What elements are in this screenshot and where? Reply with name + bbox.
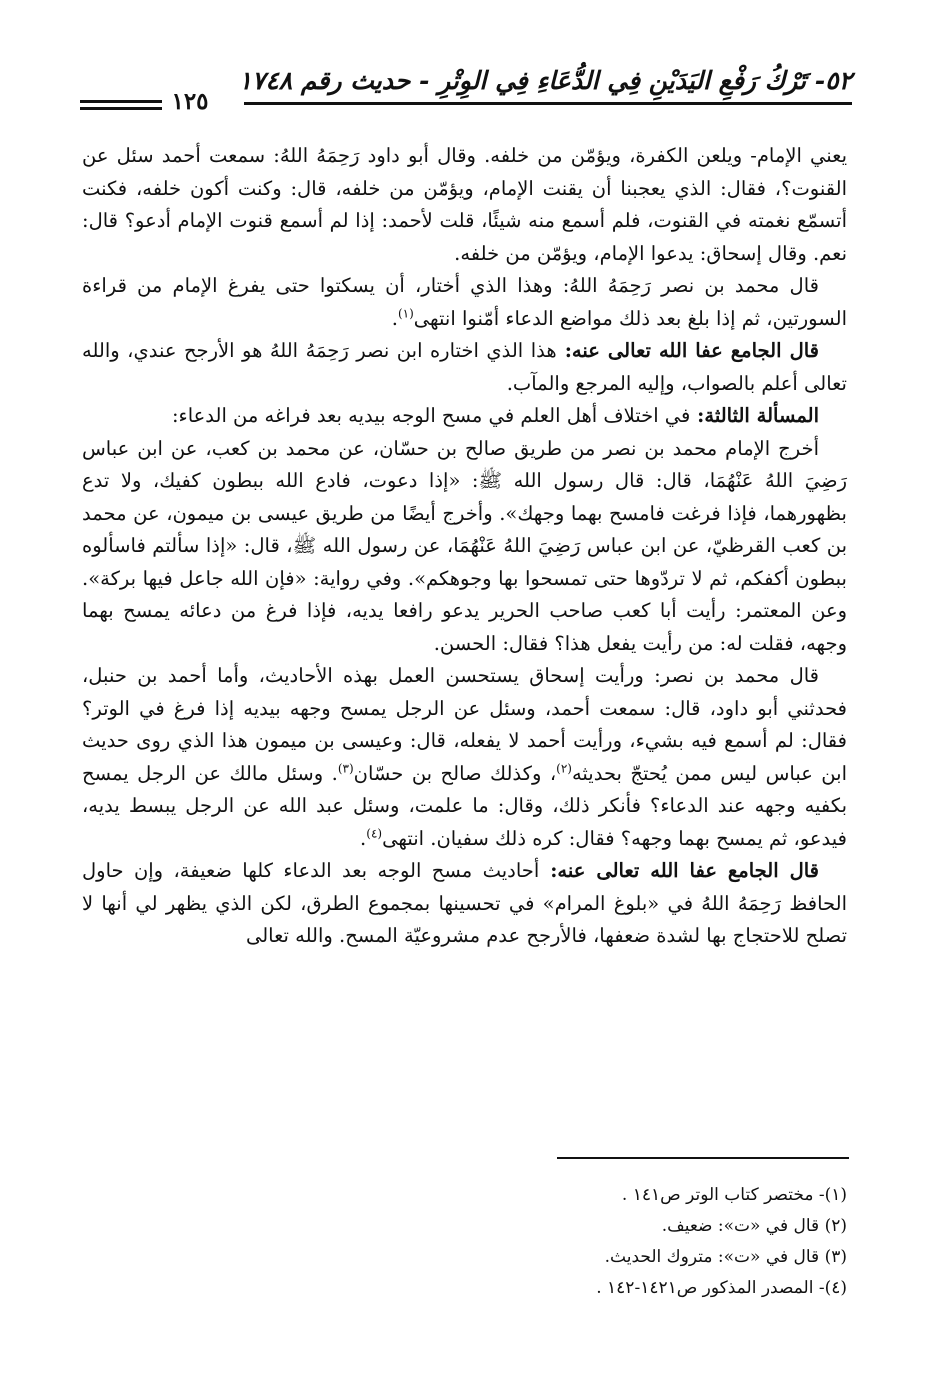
main-text	[82, 140, 847, 953]
paragraph	[82, 855, 847, 953]
paragraph-text: أخرج الإمام محمد بن نصر من طريق صالح بن حسّان، عن محمد بن كعب، عن ابن عباس رَضِيَ اللهُ عَنْهُمَا، قال: قال رسول الله ﷺ: «إذا دعوت، فادع الله ببطون كفيك، ولا تدع بظهورهما، فإذا فرغت فامسح بهما وجهك». وأخرج أيضًا من طريق عيسى بن ميمون، عن محمد بن كعب القرظيّ، عن ابن عباس رَضِيَ اللهُ عَنْهُمَا، عن رسول الله ﷺ، قال: «إذا سألتم فاسألوه ببطون أكفكم، ثم لا تردّوها حتى تمسحوا بها وجوهكم». وفي رواية: «فإن الله جاعل فيها بركة». وعن المعتمر: رأيت أبا كعب صاحب الحرير يدعو رافعا يديه، فإذا فرغ من دعائه يمسح بهما وجهه، فقلت له: من رأيت يفعل هذا؟ فقال: الحسن.	[82, 436, 847, 655]
paragraph	[82, 660, 847, 855]
paragraph-text: .	[391, 306, 398, 330]
paragraph-text: .	[360, 826, 367, 850]
bold-heading: قال الجامع عفا الله تعالى عنه:	[539, 859, 820, 882]
page-header	[80, 66, 852, 122]
paragraph-text: قال محمد بن نصر: ورأيت إسحاق يستحسن العمل بهذه الأحاديث، وأما أحمد بن حنبل، فحدثني أبو داود، قال: سمعت أحمد، وسئل عن الرجل يمسح وجهه بيديه إذا فرغ في الوتر؟ فقال: لم أسمع فيه بشيء، ورأيت أحمد لا يفعله، قال: وعيسى بن ميمون هذا الذي روى حديث ابن عباس ليس ممن يُحتجّ بحديثه	[82, 664, 847, 785]
bold-heading: قال الجامع عفا الله تعالى عنه:	[556, 339, 819, 362]
footnotes	[82, 1180, 847, 1304]
header-rule	[244, 102, 852, 105]
footnote-reference: (٤)	[366, 826, 383, 840]
paragraph-text: هذا الذي اختاره ابن نصر رَحِمَهُ اللهُ هو الأرجح عندي، والله تعالى أعلم بالصواب، وإليه المرجع والمآب.	[82, 339, 847, 395]
footnote: (١)- مختصر كتاب الوتر ص١٤١ .	[621, 1185, 847, 1205]
paragraph-text: قال محمد بن نصر رَحِمَهُ اللهُ: وهذا الذي أختار، أن يسكتوا حتى يفرغ الإمام من قراءة السورتين، ثم إذا بلغ بعد ذلك مواضع الدعاء أمّنوا انتهى	[82, 274, 847, 330]
footnote-reference: (٣)	[337, 761, 354, 775]
header-double-rule-left	[80, 100, 162, 110]
bold-heading: المسألة الثالثة:	[690, 404, 819, 427]
footnote-reference: (١)	[397, 306, 414, 320]
paragraph	[82, 433, 847, 661]
paragraph-text: ، وكذلك صالح بن حسّان	[353, 761, 557, 785]
footnote: (٣) قال في «ت»: متروك الحديث.	[604, 1247, 847, 1267]
paragraph-text: يعني الإمام- ويلعن الكفرة، ويؤمّن من خلفه. وقال أبو داود رَحِمَهُ اللهُ: سمعت أحمد سئل عن القنوت؟، فقال: الذي يعجبنا أن يقنت الإمام، ويؤمّن من خلفه، قال: وكنت أكون خلفه، فكنت أتسمّع نغمته في القنوت، فلم أسمع منه شيئًا، قلت لأحمد: إذا لم أسمع قنوت الإمام أدعو؟ قال: نعم. وقال إسحاق: يدعوا الإمام، ويؤمّن من خلفه.	[82, 144, 847, 265]
footnote-reference: (٢)	[556, 761, 572, 775]
footnote: (٢) قال في «ت»: ضعيف.	[661, 1216, 847, 1236]
page-number: ١٢٥	[171, 88, 209, 115]
footnote: (٤)- المصدر المذكور ص١٤٢١-١٤٢ .	[596, 1278, 847, 1298]
paragraph-text: أحاديث مسح الوجه بعد الدعاء كلها ضعيفة، وإن حاول الحافظ رَحِمَهُ اللهُ في «بلوغ المرام» في تحسينها بمجموع الطرق، لكن الذي يظهر لي أنها لا تصلح للاحتجاج بها لشدة ضعفها، فالأرجح عدم مشروعيّة المسح. والله تعالى	[82, 859, 847, 947]
footnote-separator	[557, 1157, 849, 1159]
paragraph	[82, 140, 847, 270]
paragraph-text: . وسئل مالك عن الرجل يمسح بكفيه وجهه عند الدعاء؟ فأنكر ذلك، وقال: ما علمت، وسئل عبد الله عن الرجل يبسط يديه، فيدعو، ثم يمسح بهما وجهه؟ فقال: كره ذلك سفيان. انتهى	[82, 761, 847, 850]
paragraph-text: في اختلاف أهل العلم في مسح الوجه بيديه بعد فراغه من الدعاء:	[171, 404, 691, 427]
paragraph	[82, 400, 847, 433]
paragraph	[82, 270, 847, 335]
paragraph	[82, 335, 847, 400]
chapter-title: ٥٢- تَرْكُ رَفْعِ اليَدَيْنِ فِي الدُّعَاءِ فِي الوِتْرِ - حديث رقم ١٧٤٨	[238, 66, 852, 95]
